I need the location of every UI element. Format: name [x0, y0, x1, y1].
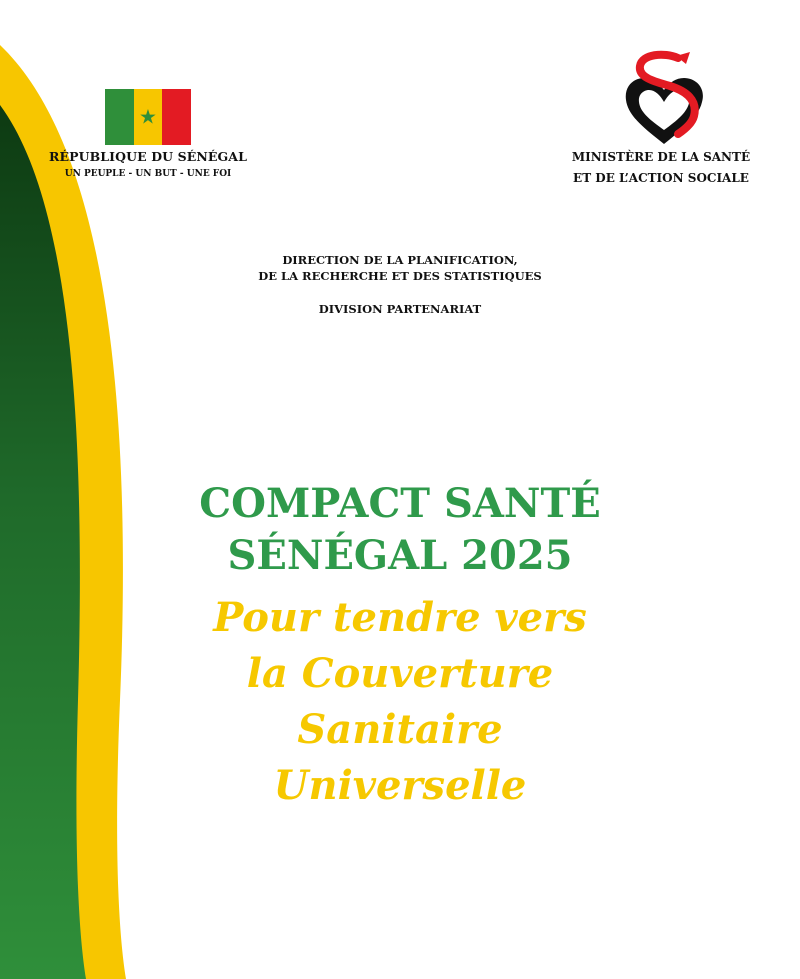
republic-title: RÉPUBLIQUE DU SÉNÉGAL: [49, 149, 247, 164]
ministry-snake-heart-logo-icon: [620, 50, 712, 146]
cover-subtitle-line: Sanitaire: [297, 706, 503, 753]
cover-title-line: COMPACT SANTÉ: [199, 480, 601, 527]
cover-subtitle: [130, 590, 670, 814]
ministry-name: [545, 147, 777, 189]
cover-subtitle-line: Pour tendre vers: [213, 594, 587, 641]
direction-line: DIRECTION DE LA PLANIFICATION,: [282, 253, 518, 267]
senegal-flag-icon: [105, 89, 191, 145]
cover-subtitle-line: la Couverture: [246, 650, 554, 697]
republic-motto: UN PEUPLE - UN BUT - UNE FOI: [64, 169, 232, 179]
flag-red-stripe: [162, 89, 191, 145]
cover-title: [130, 478, 670, 582]
division-heading: DIVISION PARTENARIAT: [318, 302, 482, 316]
flag-yellow-stripe: [134, 89, 163, 145]
cover-title-line: SÉNÉGAL 2025: [227, 532, 573, 579]
direction-heading: [200, 252, 600, 284]
ministry-name-line: MINISTÈRE DE LA SANTÉ: [571, 150, 751, 164]
star-icon: ★: [139, 104, 157, 129]
flag-green-stripe: [105, 89, 134, 145]
direction-line: DE LA RECHERCHE ET DES STATISTIQUES: [258, 269, 542, 283]
ministry-name-line: ET DE L’ACTION SOCIALE: [573, 171, 749, 185]
cover-subtitle-line: Universelle: [273, 762, 527, 809]
